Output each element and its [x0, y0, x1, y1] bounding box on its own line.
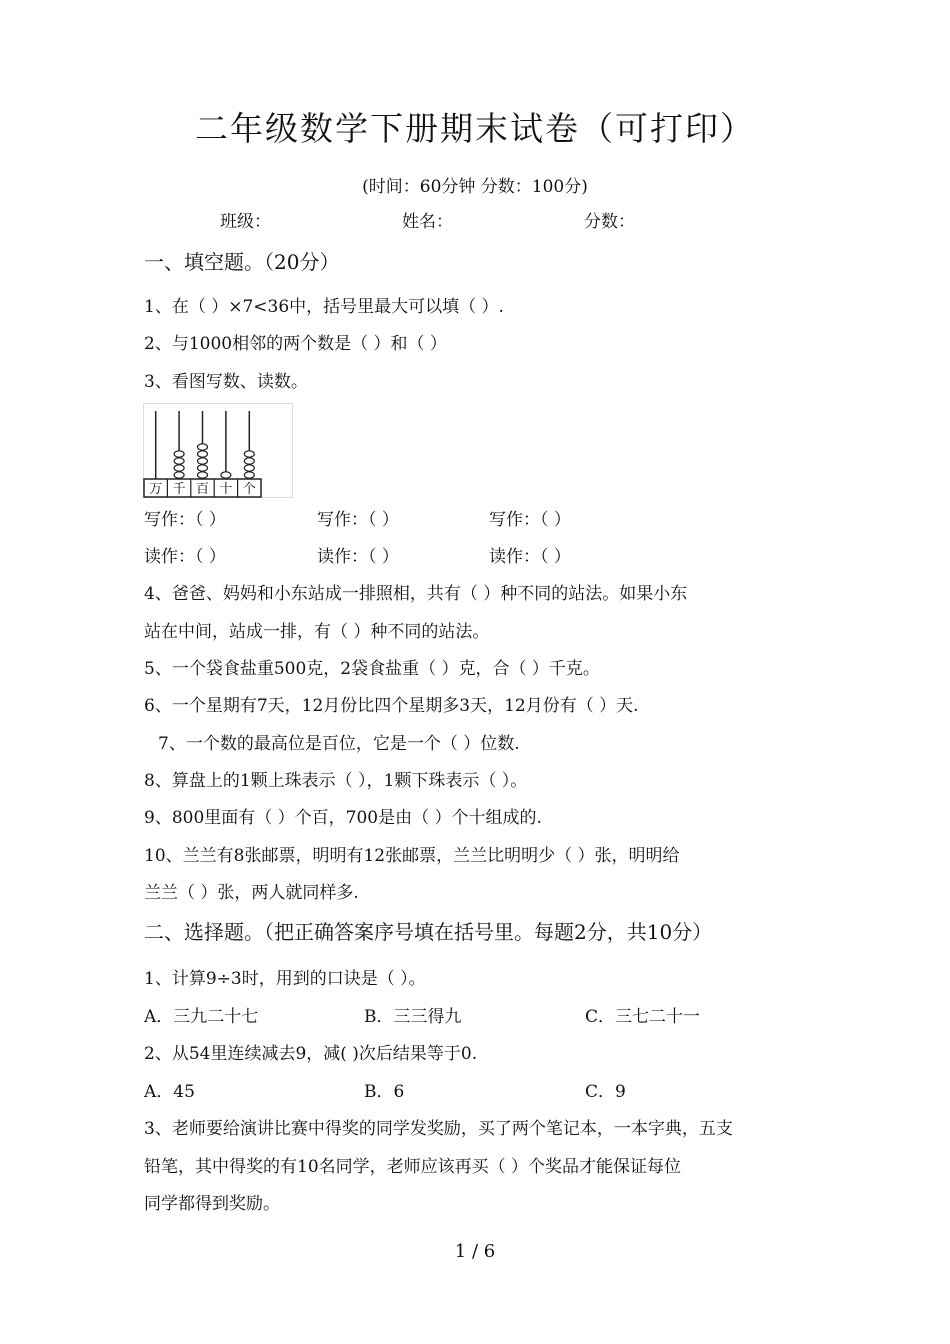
abacus-label-个: 个: [242, 482, 256, 497]
abacus-bead: [174, 465, 184, 471]
question-1-3: 3、看图写数、读数。: [144, 372, 308, 392]
section-1-heading: 一、填空题。（20分）: [144, 250, 340, 274]
abacus-label-百: 百: [195, 482, 210, 497]
question-2-3-line1: 3、老师要给演讲比赛中得奖的同学发奖励，买了两个笔记本，一本字典，五支: [144, 1119, 733, 1139]
question-2-3-line3: 同学都得到奖励。: [144, 1194, 280, 1214]
question-2-1-option-b: B．三三得九: [364, 1007, 462, 1027]
question-1-10-line2: 兰兰（ ）张，两人就同样多.: [144, 883, 359, 903]
abacus-bead: [198, 465, 208, 471]
question-1-9: 9、800里面有（ ）个百，700是由（ ）个十组成的.: [144, 808, 542, 828]
question-2-1-option-c: C．三七二十一: [585, 1007, 701, 1027]
class-field-label: 班级：: [220, 212, 271, 232]
abacus-bead: [198, 444, 208, 450]
question-2-1: 1、计算9÷3时，用到的口诀是（ ）。: [144, 969, 426, 989]
write-answer-2: 写作：（ ）: [317, 510, 399, 530]
question-2-2: 2、从54里连续减去9，减( )次后结果等于0.: [144, 1044, 478, 1064]
question-2-3-line2: 铅笔，其中得奖的有10名同学，老师应该再买（ ）个奖品才能保证每位: [144, 1157, 682, 1177]
abacus-label-万: 万: [149, 482, 163, 497]
abacus-bead: [244, 465, 254, 471]
question-1-2: 2、与1000相邻的两个数是（ ）和（ ）: [144, 334, 447, 354]
abacus-label-十: 十: [219, 482, 233, 497]
name-field-label: 姓名：: [402, 212, 453, 232]
abacus-bead: [221, 472, 231, 478]
question-1-6: 6、一个星期有7天，12月份比四个星期多3天，12月份有（ ）天.: [144, 696, 639, 716]
abacus-bead: [198, 472, 208, 478]
abacus-bead: [244, 451, 254, 457]
write-answer-3: 写作：（ ）: [489, 510, 571, 530]
abacus-bead: [244, 458, 254, 464]
abacus-bead: [244, 472, 254, 478]
question-1-4-line2: 站在中间，站成一排，有（ ）种不同的站法。: [144, 622, 490, 642]
question-1-7: 7、一个数的最高位是百位，它是一个（ ）位数.: [158, 734, 520, 754]
abacus-bead: [174, 451, 184, 457]
question-1-1: 1、在（ ）×7<36中，括号里最大可以填（ ）.: [144, 297, 504, 317]
abacus-bead: [174, 458, 184, 464]
read-answer-2: 读作：（ ）: [317, 547, 399, 567]
abacus-label-千: 千: [172, 482, 186, 497]
question-1-4-line1: 4、爸爸、妈妈和小东站成一排照相，共有（ ）种不同的站法。如果小东: [144, 584, 688, 604]
question-1-8: 8、算盘上的1颗上珠表示（ ），1颗下珠表示（ ）。: [144, 771, 528, 791]
question-2-2-option-a: A．45: [144, 1082, 195, 1102]
question-2-2-option-c: C．9: [585, 1082, 626, 1102]
section-2-heading: 二、选择题。（把正确答案序号填在括号里。每题2分，共10分）: [144, 920, 713, 944]
question-2-1-option-a: A．三九二十七: [144, 1007, 259, 1027]
exam-meta: (时间：60分钟 分数：100分): [362, 177, 588, 197]
write-answer-1: 写作：（ ）: [144, 510, 226, 530]
question-1-10-line1: 10、兰兰有8张邮票，明明有12张邮票，兰兰比明明少（ ）张，明明给: [144, 846, 680, 866]
question-2-2-option-b: B．6: [364, 1082, 405, 1102]
abacus-bead: [174, 472, 184, 478]
abacus-figure: [143, 403, 293, 498]
page-title: 二年级数学下册期末试卷（可打印）: [195, 109, 755, 148]
abacus-bead: [198, 451, 208, 457]
score-field-label: 分数：: [584, 212, 635, 232]
read-answer-1: 读作：（ ）: [144, 547, 226, 567]
page-number: 1 / 6: [454, 1241, 496, 1262]
read-answer-3: 读作：（ ）: [489, 547, 571, 567]
question-1-5: 5、一个袋食盐重500克，2袋食盐重（ ）克，合（ ）千克。: [144, 659, 600, 679]
abacus-bead: [198, 458, 208, 464]
